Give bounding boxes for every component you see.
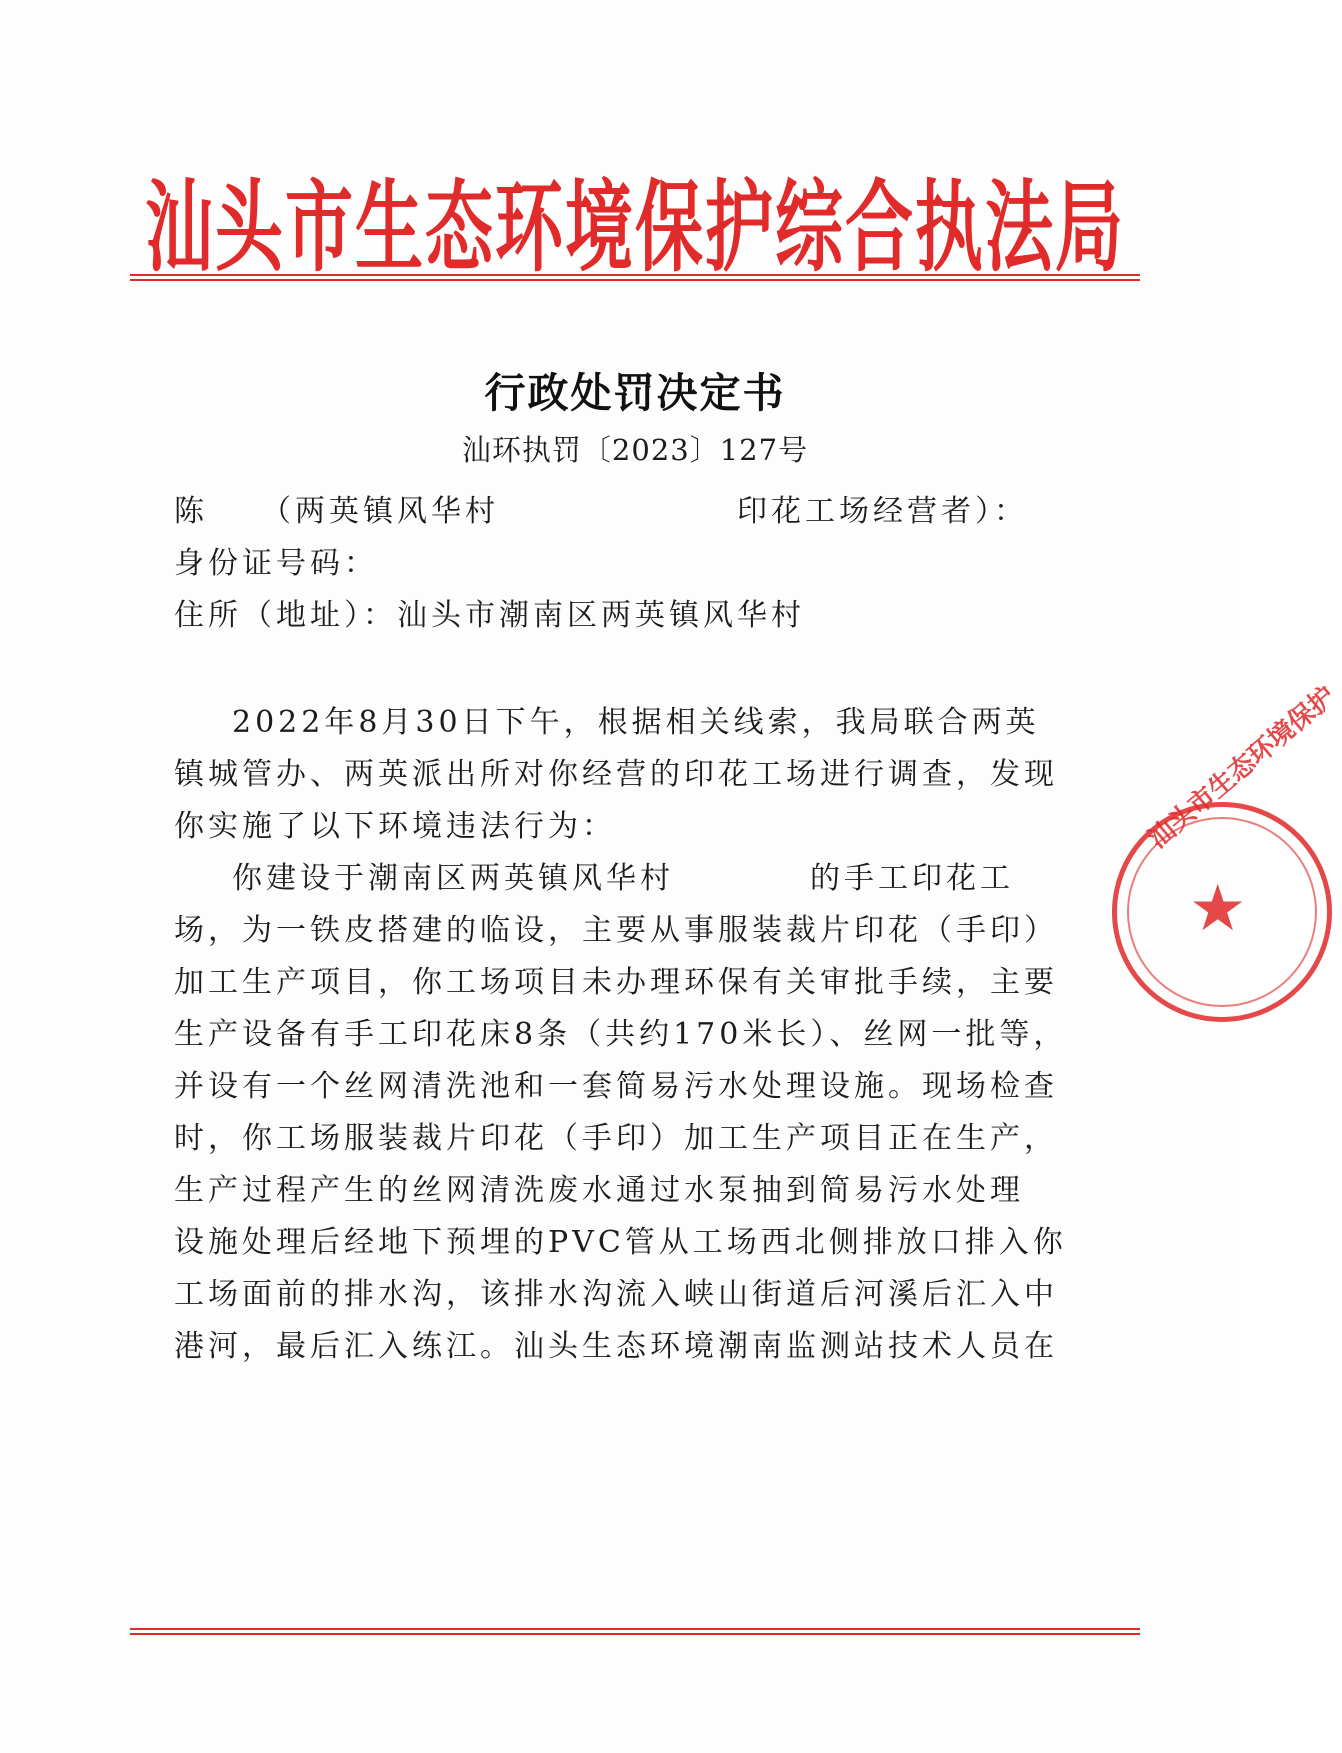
body-line: 2022年8月30日下午，根据相关线索，我局联合两英 (232, 705, 1040, 740)
body-line: 设施处理后经地下预埋的PVC管从工场西北侧排放口排入你 (174, 1225, 1067, 1260)
body-line: 场，为一铁皮搭建的临设，主要从事服装裁片印花（手印） (174, 913, 1058, 948)
body-line: 工场面前的排水沟，该排水沟流入峡山街道后河溪后汇入中 (174, 1277, 1058, 1312)
party-address-line: 住所（地址）：汕头市潮南区两英镇风华村 (174, 598, 805, 633)
official-seal (1112, 681, 1342, 1022)
body-line: 加工生产项目，你工场项目未办理环保有关审批手续，主要 (174, 965, 1058, 1000)
footer-red-rule (130, 1628, 1140, 1635)
body-line: 港河，最后汇入练江。汕头生态环境潮南监测站技术人员在 (174, 1329, 1058, 1364)
seal-text: 汕头市生态环境保护 (1142, 681, 1342, 855)
body-line: 生产过程产生的丝网清洗废水通过水泵抽到简易污水处理 (174, 1173, 1024, 1208)
party-id-line: 身份证号码： (174, 546, 378, 581)
star-icon: ★ (1189, 872, 1247, 946)
document-number: 汕环执罚〔2023〕127号 (461, 433, 809, 467)
body-line: 镇城管办、两英派出所对你经营的印花工场进行调查，发现 (174, 757, 1058, 792)
body-line: 生产设备有手工印花床8条（共约170米长）、丝网一批等， (174, 1017, 1068, 1052)
masthead-red-rule (130, 274, 1140, 281)
party-name-line: 陈 （两英镇风华村 印花工场经营者）： (174, 494, 1028, 529)
agency-masthead: 汕头市生态环境保护综合执法局 (144, 170, 1125, 287)
document-title: 行政处罚决定书 (484, 369, 786, 417)
body-line: 并设有一个丝网清洗池和一套简易污水处理设施。现场检查 (174, 1069, 1058, 1104)
body-line: 你实施了以下环境违法行为： (174, 809, 616, 844)
body-line: 时，你工场服装裁片印花（手印）加工生产项目正在生产， (174, 1121, 1058, 1156)
body-line: 你建设于潮南区两英镇风华村 的手工印花工 (232, 861, 1014, 896)
